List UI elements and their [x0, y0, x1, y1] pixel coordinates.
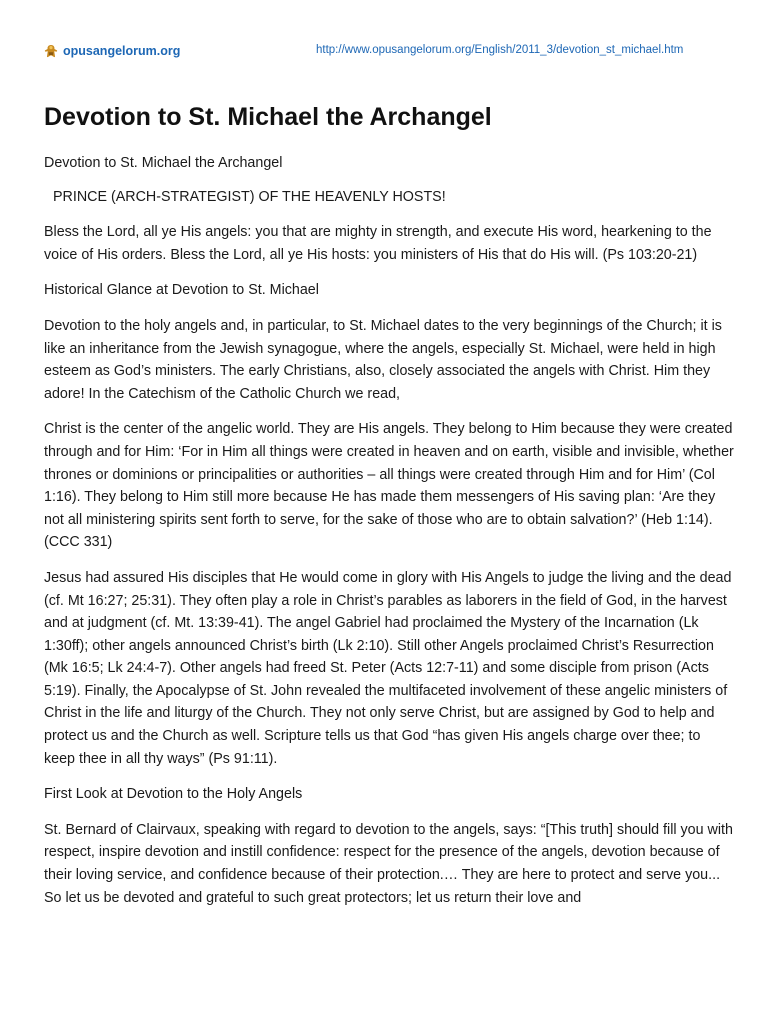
- article-subtitle: Devotion to St. Michael the Archangel: [44, 155, 283, 171]
- section-heading-first-look: First Look at Devotion to the Holy Angels: [44, 786, 303, 803]
- site-link[interactable]: [44, 44, 180, 58]
- paragraph-2: Christ is the center of the angelic world. They are His angels. They belong to Him because they were created through and for Him: ‘For in Him all things were created in heaven and on earth, visible and invisible, whether thrones or dominions or principalities or authorities – all things were created through Him and for Him’ (Col 1:16). They belong to Him still more because He has made them messengers of His saving plan: ‘Are they not all ministering spirits sent forth to serve, for the sake of those who are to obtain salvation?’ (Heb 1:14). (CCC 331): [44, 421, 734, 551]
- paragraph-3: Jesus had assured His disciples that He would come in glory with His Angels to judge the living and the dead (cf. Mt 16:27; 25:31). They often play a role in Christ’s parables as laborers in the field of God, in the harvest and at judgment (cf. Mt. 13:39-41). The angel Gabriel had proclaimed the Mystery of the Incarnation (Lk 1:30ff); other angels announced Christ’s birth (Lk 2:10). Still other Angels proclaimed Christ’s Resurrection (Mk 16:5; Lk 24:4-7). Other angels had freed St. Peter (Acts 12:7-11) and some disciple from prison (Acts 5:19). Finally, the Apocalypse of St. John revealed the multifaceted involvement of these angelic ministers of Christ in the life and liturgy of the Church. They not only serve Christ, but are assigned by God to help and protect us and the Church as well. Scripture tells us that God “has given His angels charge over thee; to keep thee in all thy ways” (Ps 91:11).: [44, 569, 732, 767]
- section-heading-historical: Historical Glance at Devotion to St. Michael: [44, 282, 319, 299]
- article-content: [44, 100, 734, 922]
- source-url-link[interactable]: http://www.opusangelorum.org/English/2011_3/devotion_st_michael.htm: [316, 44, 684, 56]
- site-name: opusangelorum.org: [63, 44, 181, 58]
- prince-heading: PRINCE (ARCH-STRATEGIST) OF THE HEAVENLY HOSTS!: [53, 188, 446, 205]
- scripture-verse: Bless the Lord, all ye His angels: you that are mighty in strength, and execute His word, hearkening to the voice of His orders. Bless the Lord, all ye His hosts: you ministers of His that do His will. (Ps 103:20-21): [44, 224, 712, 263]
- angel-logo-icon: [44, 44, 58, 58]
- paragraph-4: St. Bernard of Clairvaux, speaking with regard to devotion to the angels, says: “[This truth] should fill you with respect, inspire devotion and instill confidence: respect for the presence of the angels, devotion because of their loving service, and confidence because of their protection.… They are here to protect and serve you... So let us be devoted and grateful to such great protectors; let us return their love and: [44, 821, 733, 906]
- page-header: [0, 0, 768, 80]
- page-title: Devotion to St. Michael the Archangel: [44, 103, 492, 131]
- paragraph-1: Devotion to the holy angels and, in particular, to St. Michael dates to the very beginnings of the Church; it is like an inheritance from the Jewish synagogue, where the angels, especially St. Michael, were held in high esteem as God’s ministers. The early Christians, also, closely associated the angels with Christ. Him they adore! In the Catechism of the Catholic Church we read,: [44, 317, 722, 402]
